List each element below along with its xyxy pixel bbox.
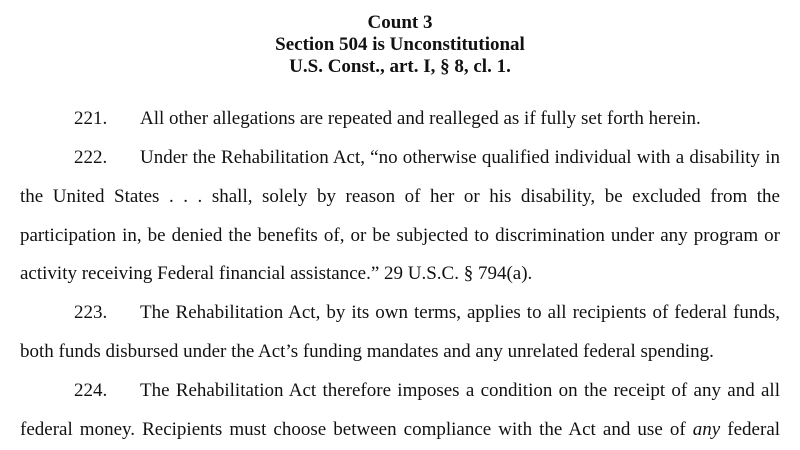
paragraph-number-222: 222.	[74, 147, 108, 168]
paragraph-number-224: 224.	[74, 380, 108, 401]
paragraph-224-line-2-end: federal	[727, 419, 781, 440]
paragraph-222-line-3: participation in, be denied the benefits of, or be subjected to discrimination under any program or	[20, 225, 780, 246]
paragraph-222-line-1: Under the Rehabilitation Act, “no otherwise qualified individual with a disability in	[140, 147, 780, 168]
paragraph-222-line-4: activity receiving Federal financial assistance.” 29 U.S.C. § 794(a).	[20, 263, 533, 284]
count-heading: Count 3	[367, 12, 433, 33]
paragraph-224-line-2	[20, 418, 780, 442]
paragraph-223-line-1: The Rehabilitation Act, by its own terms, applies to all recipients of federal funds,	[140, 302, 780, 323]
paragraph-223-line-2: both funds disbursed under the Act’s funding mandates and any unrelated federal spending.	[20, 341, 714, 362]
paragraph-number-223: 223.	[74, 302, 108, 323]
section-title: Section 504 is Unconstitutional	[275, 34, 525, 55]
constitution-citation: U.S. Const., art. I, § 8, cl. 1.	[289, 56, 511, 77]
paragraph-222-line-2: the United States . . . shall, solely by reason of her or his disability, be excluded from the	[20, 186, 780, 207]
paragraph-number-221: 221.	[74, 108, 108, 129]
paragraph-224-line-1: The Rehabilitation Act therefore imposes a condition on the receipt of any and all	[140, 380, 780, 401]
paragraph-221-line-1: All other allegations are repeated and realleged as if fully set forth herein.	[140, 108, 701, 129]
paragraph-224-line-2-text: federal money. Recipients must choose between compliance with the Act and use of	[20, 419, 686, 440]
emphasized-word: any	[692, 419, 721, 440]
